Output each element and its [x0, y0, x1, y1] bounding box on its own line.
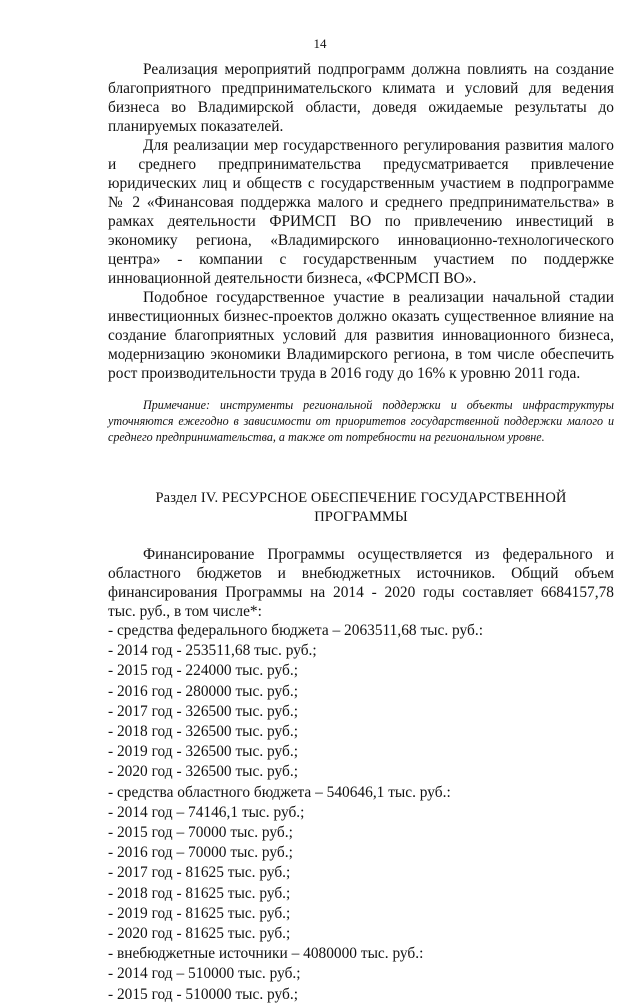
list-item: - средства федерального бюджета – 2063511,68 тыс. руб.:	[108, 622, 483, 639]
list-item: - 2020 год - 326500 тыс. руб.;	[108, 763, 298, 781]
note: Примечание: инструменты региональной поддержки и объекты инфраструктуры уточняются ежегодно в зависимости от приоритетов государственной поддержки малого и среднего предпринимательства, а также от потребности на региональном уровне.	[108, 398, 614, 444]
list-item: - 2015 год - 224000 тыс. руб.;	[108, 662, 298, 680]
list-item: - 2018 год - 326500 тыс. руб.;	[108, 723, 298, 741]
list-item: - 2016 год - 280000 тыс. руб.;	[108, 682, 298, 700]
list-item: - 2020 год - 81625 тыс. руб.;	[108, 925, 291, 943]
list-item: - 2019 год - 81625 тыс. руб.;	[108, 904, 291, 922]
funding-intro: Финансирование Программы осуществляется из федерального и областного бюджетов и внебюджетных источников. Общий объем финансирования Программы на 2014 - 2020 годы составляет 6684157,78 тыс. руб., в том числе*:	[108, 546, 614, 620]
list-item: - 2014 год – 510000 тыс. руб.;	[108, 965, 301, 983]
list-item: - 2014 год – 74146,1 тыс. руб.;	[108, 803, 305, 821]
list-item: - 2015 год – 70000 тыс. руб.;	[108, 824, 293, 842]
funding-list	[108, 621, 614, 1005]
list-item: - 2018 год - 81625 тыс. руб.;	[108, 884, 291, 902]
list-item: - 2014 год - 253511,68 тыс. руб.;	[108, 642, 317, 660]
page-number: 14	[313, 36, 327, 51]
list-item: - 2015 год - 510000 тыс. руб.;	[108, 985, 298, 1003]
paragraph-3: Подобное государственное участие в реализации начальной стадии инвестиционных бизнес-проектов должно оказать существенное влияние на создание благоприятных условий для развития инновационного бизнеса, модернизацию экономики Владимирского региона, в том числе обеспечить рост производительности труда в 2016 году до 16% к уровню 2011 года.	[108, 289, 614, 382]
page-content	[108, 60, 614, 1005]
paragraph-2: Для реализации мер государственного регулирования развития малого и среднего предпринимательства предусматривается привлечение юридических лиц и обществ с государственным участием в подпрограмме № 2 «Финансовая поддержка малого и среднего предпринимательства» в рамках деятельности ФРИМСП ВО по привлечению инвестиций в экономику региона, «Владимирского инновационно-технологического центра» - компании с государственным участием по поддержке инновационной деятельности бизнеса, «ФСРМСП ВО».	[108, 137, 614, 287]
section-title: Раздел IV. РЕСУРСНОЕ ОБЕСПЕЧЕНИЕ ГОСУДАРСТВЕННОЙ ПРОГРАММЫ	[155, 490, 567, 525]
funding-section	[108, 545, 614, 1005]
list-item: - 2017 год - 326500 тыс. руб.;	[108, 702, 298, 720]
list-item: - 2019 год - 326500 тыс. руб.;	[108, 743, 298, 761]
paragraph-1: Реализация мероприятий подпрограмм должна повлиять на создание благоприятного предпринимательского климата и условий для ведения бизнеса во Владимирской области, доведя ожидаемые результаты до планируемых показателей.	[108, 61, 614, 135]
list-item: - 2017 год - 81625 тыс. руб.;	[108, 864, 291, 882]
list-item: - внебюджетные источники – 4080000 тыс. руб.:	[108, 945, 424, 963]
list-item: - средства областного бюджета – 540646,1 тыс. руб.:	[108, 783, 451, 801]
list-item: - 2016 год – 70000 тыс. руб.;	[108, 844, 293, 862]
